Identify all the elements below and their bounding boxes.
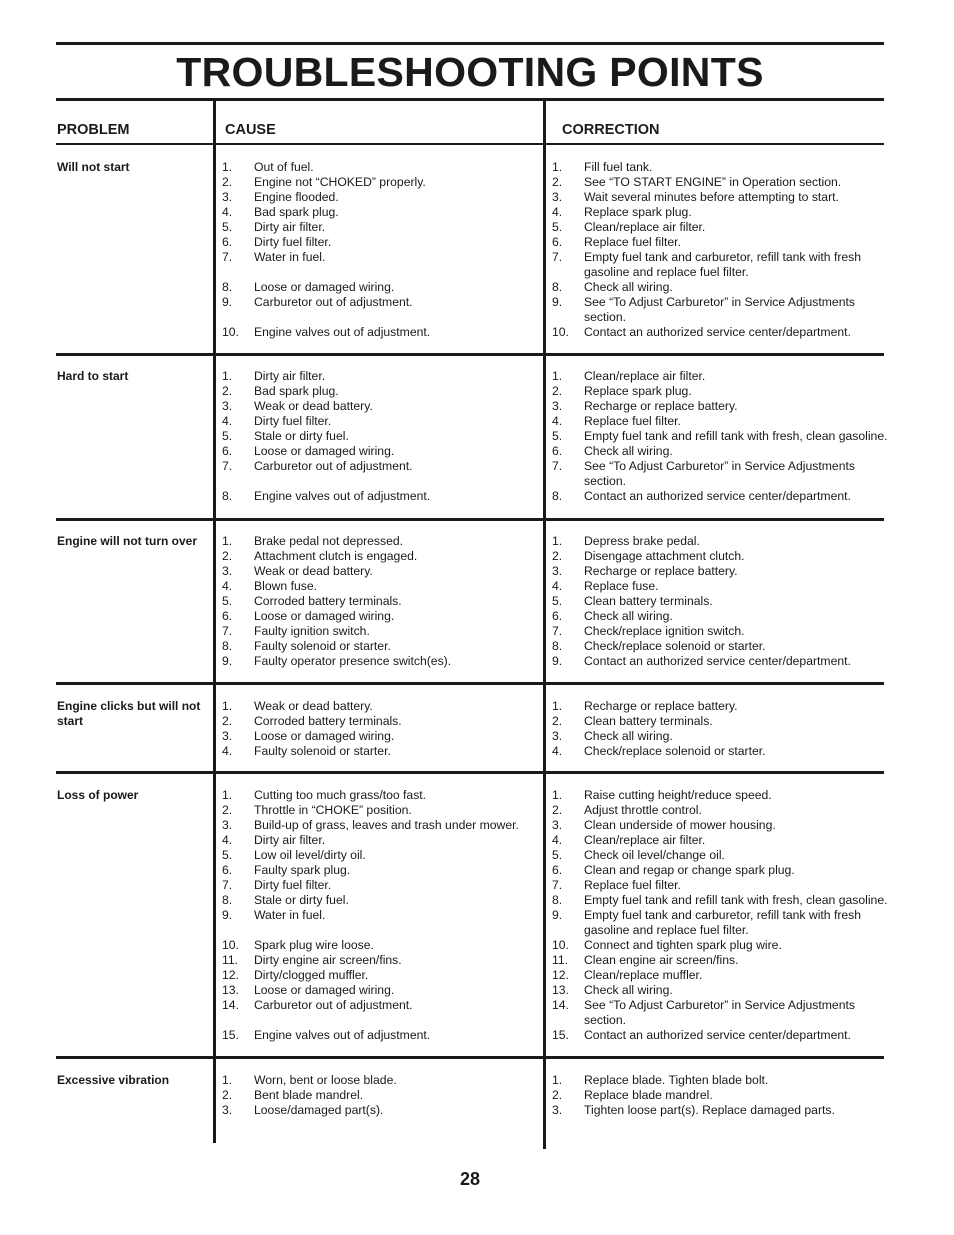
item-number: 3. xyxy=(222,564,233,578)
item-text: Clean battery terminals. xyxy=(584,714,713,728)
item-number: 15. xyxy=(552,1028,569,1042)
item-number: 6. xyxy=(552,609,563,623)
item-text: Replace blade. Tighten blade bolt. xyxy=(584,1073,769,1087)
column-header-problem: PROBLEM xyxy=(57,122,130,138)
item-number: 5. xyxy=(222,220,233,234)
item-number: 3. xyxy=(222,399,233,413)
item-number: 4. xyxy=(222,833,233,847)
item-text: Replace fuel filter. xyxy=(584,878,681,892)
section-divider xyxy=(56,1056,884,1059)
item-number: 8. xyxy=(552,489,563,503)
item-number: 6. xyxy=(222,863,233,877)
item-number: 9. xyxy=(222,295,233,309)
item-text: section. xyxy=(584,310,627,324)
item-text: section. xyxy=(584,1013,627,1027)
item-text: Empty fuel tank and carburetor, refill tank with fresh xyxy=(584,250,862,264)
item-number: 10. xyxy=(222,938,239,952)
item-text: Dirty fuel filter. xyxy=(254,878,332,892)
item-number: 3. xyxy=(222,190,233,204)
item-number: 2. xyxy=(222,803,233,817)
item-text: Contact an authorized service center/department. xyxy=(584,489,851,503)
item-text: Clean and regap or change spark plug. xyxy=(584,863,795,877)
item-number: 3. xyxy=(552,1103,563,1117)
item-number: 4. xyxy=(552,833,563,847)
item-number: 7. xyxy=(552,459,563,473)
column-divider-cause-correction xyxy=(543,100,546,1149)
item-text: Empty fuel tank and carburetor, refill tank with fresh xyxy=(584,908,862,922)
item-number: 1. xyxy=(552,369,563,383)
item-text: Clean/replace air filter. xyxy=(584,369,706,383)
item-number: 7. xyxy=(222,250,233,264)
item-text: Recharge or replace battery. xyxy=(584,564,738,578)
item-text: Dirty air filter. xyxy=(254,833,326,847)
item-text: Empty fuel tank and refill tank with fresh, clean gasoline. xyxy=(584,893,888,907)
item-number: 2. xyxy=(222,175,233,189)
item-text: section. xyxy=(584,474,627,488)
item-number: 4. xyxy=(552,579,563,593)
item-number: 3. xyxy=(222,729,233,743)
item-number: 6. xyxy=(552,863,563,877)
item-text: Dirty/clogged muffler. xyxy=(254,968,369,982)
item-text: Water in fuel. xyxy=(254,250,326,264)
item-text: Dirty engine air screen/fins. xyxy=(254,953,402,967)
item-number: 9. xyxy=(552,295,563,309)
item-text: Clean battery terminals. xyxy=(584,594,713,608)
item-number: 11. xyxy=(552,953,569,967)
item-text: Water in fuel. xyxy=(254,908,326,922)
item-text: Carburetor out of adjustment. xyxy=(254,295,413,309)
item-number: 3. xyxy=(552,399,563,413)
item-text: Engine valves out of adjustment. xyxy=(254,325,431,339)
item-text: Check/replace ignition switch. xyxy=(584,624,745,638)
item-number: 4. xyxy=(222,579,233,593)
item-text: Clean engine air screen/fins. xyxy=(584,953,739,967)
item-number: 7. xyxy=(552,250,563,264)
item-number: 10. xyxy=(552,325,569,339)
item-number: 3. xyxy=(552,564,563,578)
item-number: 8. xyxy=(552,639,563,653)
item-text: Wait several minutes before attempting to start. xyxy=(584,190,839,204)
item-text: Engine valves out of adjustment. xyxy=(254,1028,431,1042)
item-number: 9. xyxy=(222,654,233,668)
item-number: 12. xyxy=(552,968,569,982)
item-text: Carburetor out of adjustment. xyxy=(254,998,413,1012)
item-text: Faulty solenoid or starter. xyxy=(254,639,391,653)
item-text: Replace spark plug. xyxy=(584,205,692,219)
item-number: 12. xyxy=(222,968,239,982)
item-number: 4. xyxy=(552,744,563,758)
item-text: See “To Adjust Carburetor” in Service Adjustments xyxy=(584,998,855,1012)
item-number: 7. xyxy=(222,459,233,473)
item-number: 9. xyxy=(222,908,233,922)
item-number: 3. xyxy=(552,190,563,204)
item-text: Faulty ignition switch. xyxy=(254,624,370,638)
item-number: 2. xyxy=(552,175,563,189)
item-number: 1. xyxy=(222,1073,233,1087)
item-number: 1. xyxy=(222,788,233,802)
item-text: Clean/replace muffler. xyxy=(584,968,703,982)
item-number: 1. xyxy=(552,160,563,174)
item-text: Clean/replace air filter. xyxy=(584,833,706,847)
item-text: Loose or damaged wiring. xyxy=(254,983,395,997)
item-text: Disengage attachment clutch. xyxy=(584,549,745,563)
item-text: Loose/damaged part(s). xyxy=(254,1103,384,1117)
item-number: 5. xyxy=(222,594,233,608)
item-number: 8. xyxy=(552,893,563,907)
item-text: Cutting too much grass/too fast. xyxy=(254,788,427,802)
item-text: Build-up of grass, leaves and trash under mower. xyxy=(254,818,519,832)
item-text: Replace spark plug. xyxy=(584,384,692,398)
item-number: 2. xyxy=(552,803,563,817)
item-number: 1. xyxy=(552,1073,563,1087)
item-text: Check all wiring. xyxy=(584,729,673,743)
item-text: Contact an authorized service center/department. xyxy=(584,654,851,668)
item-text: Stale or dirty fuel. xyxy=(254,893,349,907)
item-number: 13. xyxy=(552,983,569,997)
item-number: 8. xyxy=(222,893,233,907)
item-number: 10. xyxy=(222,325,239,339)
item-number: 2. xyxy=(222,1088,233,1102)
item-text: Spark plug wire loose. xyxy=(254,938,374,952)
item-text: Loose or damaged wiring. xyxy=(254,729,395,743)
item-text: Tighten loose part(s). Replace damaged parts. xyxy=(584,1103,835,1117)
item-number: 4. xyxy=(222,744,233,758)
item-text: gasoline and replace fuel filter. xyxy=(584,265,749,279)
problem-label: Engine will not turn over xyxy=(57,534,198,548)
item-text: Loose or damaged wiring. xyxy=(254,444,395,458)
item-number: 5. xyxy=(552,594,563,608)
item-text: Check oil level/change oil. xyxy=(584,848,725,862)
item-number: 6. xyxy=(222,609,233,623)
item-text: Engine flooded. xyxy=(254,190,339,204)
item-number: 2. xyxy=(222,384,233,398)
item-number: 11. xyxy=(222,953,239,967)
section-divider xyxy=(56,518,884,521)
item-number: 3. xyxy=(552,729,563,743)
item-number: 2. xyxy=(222,714,233,728)
item-text: Replace fuel filter. xyxy=(584,414,681,428)
item-text: Blown fuse. xyxy=(254,579,318,593)
item-number: 6. xyxy=(552,444,563,458)
item-number: 1. xyxy=(222,699,233,713)
item-number: 1. xyxy=(552,534,563,548)
column-header-correction: CORRECTION xyxy=(562,122,660,138)
item-text: Bent blade mandrel. xyxy=(254,1088,364,1102)
item-number: 15. xyxy=(222,1028,239,1042)
item-number: 2. xyxy=(552,1088,563,1102)
item-number: 4. xyxy=(552,205,563,219)
item-text: Stale or dirty fuel. xyxy=(254,429,349,443)
page-number: 28 xyxy=(459,1169,481,1189)
item-number: 10. xyxy=(552,938,569,952)
item-text: Raise cutting height/reduce speed. xyxy=(584,788,772,802)
item-text: Faulty spark plug. xyxy=(254,863,351,877)
item-number: 5. xyxy=(552,848,563,862)
item-text: Clean/replace air filter. xyxy=(584,220,706,234)
item-text: Check/replace solenoid or starter. xyxy=(584,639,766,653)
item-number: 7. xyxy=(552,624,563,638)
item-text: Adjust throttle control. xyxy=(584,803,702,817)
item-text: Dirty air filter. xyxy=(254,369,326,383)
item-number: 8. xyxy=(552,280,563,294)
item-number: 1. xyxy=(222,160,233,174)
item-text: Empty fuel tank and refill tank with fresh, clean gasoline. xyxy=(584,429,888,443)
item-number: 8. xyxy=(222,639,233,653)
item-number: 1. xyxy=(222,369,233,383)
item-number: 4. xyxy=(222,205,233,219)
item-text: Check/replace solenoid or starter. xyxy=(584,744,766,758)
item-text: Corroded battery terminals. xyxy=(254,594,402,608)
item-text: Faulty solenoid or starter. xyxy=(254,744,391,758)
item-text: Fill fuel tank. xyxy=(584,160,653,174)
item-text: Recharge or replace battery. xyxy=(584,399,738,413)
item-number: 3. xyxy=(222,818,233,832)
item-number: 9. xyxy=(552,908,563,922)
item-text: Faulty operator presence switch(es). xyxy=(254,654,452,668)
item-text: Dirty fuel filter. xyxy=(254,414,332,428)
item-number: 6. xyxy=(222,235,233,249)
item-text: Check all wiring. xyxy=(584,609,673,623)
item-text: Dirty air filter. xyxy=(254,220,326,234)
item-text: Bad spark plug. xyxy=(254,205,339,219)
item-number: 4. xyxy=(222,414,233,428)
item-number: 5. xyxy=(222,429,233,443)
item-text: Check all wiring. xyxy=(584,444,673,458)
item-number: 7. xyxy=(222,624,233,638)
item-number: 14. xyxy=(222,998,239,1012)
column-header-cause: CAUSE xyxy=(225,122,276,138)
item-number: 13. xyxy=(222,983,239,997)
item-text: Engine not “CHOKED” properly. xyxy=(254,175,426,189)
item-number: 4. xyxy=(552,414,563,428)
item-number: 14. xyxy=(552,998,569,1012)
item-text: Brake pedal not depressed. xyxy=(254,534,404,548)
item-text: Attachment clutch is engaged. xyxy=(254,549,418,563)
item-number: 3. xyxy=(552,818,563,832)
item-text: Loose or damaged wiring. xyxy=(254,280,395,294)
item-number: 1. xyxy=(552,788,563,802)
item-text: Check all wiring. xyxy=(584,983,673,997)
problem-label: Loss of power xyxy=(57,788,139,802)
item-text: Connect and tighten spark plug wire. xyxy=(584,938,782,952)
item-text: Check all wiring. xyxy=(584,280,673,294)
problem-label: Hard to start xyxy=(57,369,129,383)
page-title: TROUBLESHOOTING POINTS xyxy=(176,49,764,95)
problem-label: Engine clicks but will not start xyxy=(57,699,201,728)
problem-label: Excessive vibration xyxy=(57,1073,170,1087)
item-number: 8. xyxy=(222,489,233,503)
item-text: Weak or dead battery. xyxy=(254,564,373,578)
item-number: 7. xyxy=(552,878,563,892)
item-number: 2. xyxy=(552,384,563,398)
item-number: 2. xyxy=(222,549,233,563)
item-text: Throttle in “CHOKE” position. xyxy=(254,803,412,817)
item-text: Depress brake pedal. xyxy=(584,534,700,548)
item-text: Clean underside of mower housing. xyxy=(584,818,776,832)
section-divider xyxy=(56,771,884,774)
item-text: Out of fuel. xyxy=(254,160,314,174)
item-text: Weak or dead battery. xyxy=(254,699,373,713)
item-text: See “To Adjust Carburetor” in Service Adjustments xyxy=(584,295,855,309)
item-text: Carburetor out of adjustment. xyxy=(254,459,413,473)
item-number: 6. xyxy=(222,444,233,458)
item-text: Bad spark plug. xyxy=(254,384,339,398)
item-text: Worn, bent or loose blade. xyxy=(254,1073,397,1087)
top-rule xyxy=(56,42,884,45)
item-number: 8. xyxy=(222,280,233,294)
item-number: 5. xyxy=(552,429,563,443)
item-number: 2. xyxy=(552,549,563,563)
item-text: Dirty fuel filter. xyxy=(254,235,332,249)
item-number: 1. xyxy=(222,534,233,548)
item-number: 3. xyxy=(222,1103,233,1117)
header-rule xyxy=(56,143,884,145)
section-divider xyxy=(56,682,884,685)
item-text: Replace fuel filter. xyxy=(584,235,681,249)
item-number: 6. xyxy=(552,235,563,249)
column-divider-problem-cause xyxy=(213,100,216,1143)
item-text: Replace fuse. xyxy=(584,579,659,593)
title-rule xyxy=(56,98,884,101)
item-number: 5. xyxy=(552,220,563,234)
item-text: See “To Adjust Carburetor” in Service Adjustments xyxy=(584,459,855,473)
item-text: Weak or dead battery. xyxy=(254,399,373,413)
item-text: Corroded battery terminals. xyxy=(254,714,402,728)
item-text: Contact an authorized service center/department. xyxy=(584,325,851,339)
item-number: 9. xyxy=(552,654,563,668)
item-text: Loose or damaged wiring. xyxy=(254,609,395,623)
item-text: Engine valves out of adjustment. xyxy=(254,489,431,503)
item-number: 7. xyxy=(222,878,233,892)
item-text: gasoline and replace fuel filter. xyxy=(584,923,749,937)
problem-label: Will not start xyxy=(57,160,130,174)
item-number: 5. xyxy=(222,848,233,862)
item-number: 1. xyxy=(552,699,563,713)
item-text: Replace blade mandrel. xyxy=(584,1088,713,1102)
section-divider xyxy=(56,353,884,356)
item-text: Contact an authorized service center/department. xyxy=(584,1028,851,1042)
item-text: Low oil level/dirty oil. xyxy=(254,848,366,862)
item-text: See “TO START ENGINE” in Operation section. xyxy=(584,175,842,189)
item-text: Recharge or replace battery. xyxy=(584,699,738,713)
item-number: 2. xyxy=(552,714,563,728)
